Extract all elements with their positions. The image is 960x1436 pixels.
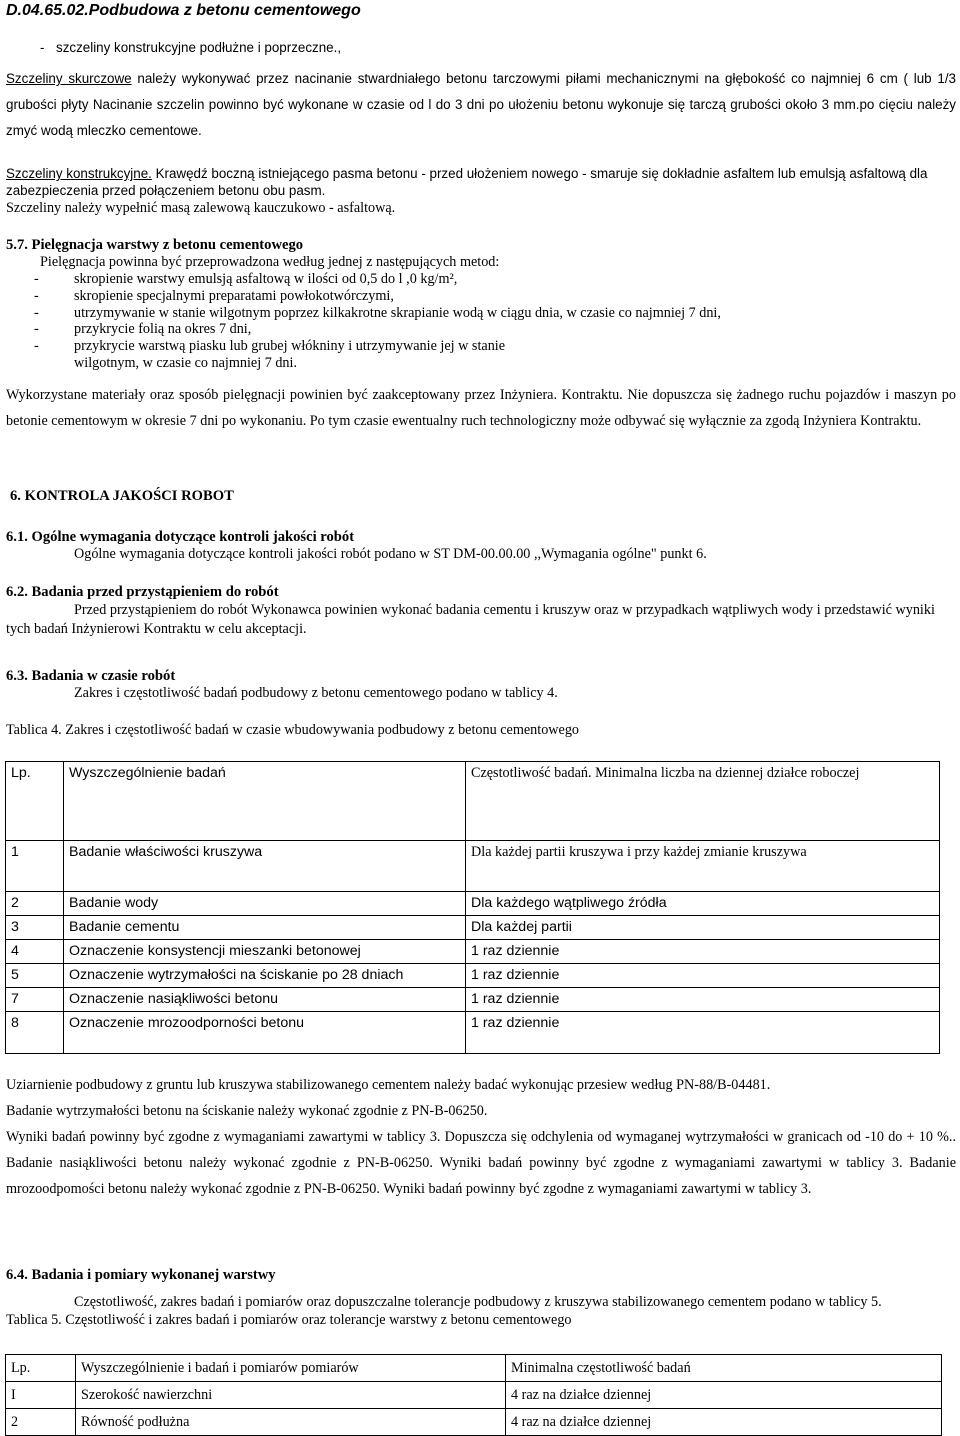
- table-cell: Równość podłużna: [76, 1409, 506, 1436]
- table-header-cell: Częstotliwość badań. Minimalna liczba na dziennej działce roboczej: [466, 762, 940, 841]
- section-6-1: [6, 528, 956, 563]
- table-row: [6, 1409, 942, 1436]
- table-cell: 1 raz dziennie: [466, 988, 940, 1012]
- table-header-cell: Wyszczególnienie badań: [64, 762, 466, 841]
- table-cell: 1: [6, 841, 64, 892]
- page-header: D.04.65.02.Podbudowa z betonu cementowego: [6, 2, 361, 19]
- joint-types-text: szczeliny konstrukcyjne podłużne i poprzeczne.,: [56, 40, 342, 55]
- table-4-header-row: [6, 762, 940, 841]
- table-cell: Szerokość nawierzchni: [76, 1382, 506, 1409]
- table-cell: 8: [6, 1012, 64, 1054]
- table-row: [6, 964, 940, 988]
- table-cell: 2: [6, 1409, 76, 1436]
- table-row: [6, 1382, 942, 1409]
- construction-joints-fill: Szczeliny należy wypełnić masą zalewową kauczukowo - asfaltową.: [6, 200, 396, 216]
- contraction-joints-term: Szczeliny skurczowe: [6, 71, 132, 86]
- table-cell: 5: [6, 964, 64, 988]
- after-table-4-paragraphs: [6, 1072, 956, 1202]
- table-cell: 4 raz na działce dziennej: [506, 1409, 942, 1436]
- table-row: [6, 988, 940, 1012]
- section-6-heading: 6. KONTROLA JAKOŚCI ROBOT: [10, 488, 234, 504]
- curing-method-item: - skropienie warstwy emulsją asfaltową w ilości od 0,5 do l ,0 kg/m²,: [6, 271, 956, 288]
- table-cell: Badanie właściwości kruszywa: [64, 841, 466, 892]
- section-5-7: [6, 236, 956, 372]
- table-header-cell: Lp.: [6, 1355, 76, 1382]
- table-header-cell: Wyszczególnienie i badań i pomiarów pomiarów: [76, 1355, 506, 1382]
- section-6-1-text: Ogólne wymagania dotyczące kontroli jakości robót podano w ST DM-00.00.00 ,,Wymagania ogólne" punkt 6.: [74, 546, 707, 562]
- section-6-3: [6, 667, 956, 739]
- table-4-caption: Tablica 4. Zakres i częstotliwość badań w czasie wbudowywania podbudowy z betonu cementowego: [6, 722, 580, 738]
- table-cell: 1 raz dziennie: [466, 940, 940, 964]
- curing-method-item: - skropienie specjalnymi preparatami powłokotwórczymi,: [6, 288, 956, 305]
- table-cell: Oznaczenie konsystencji mieszanki betonowej: [64, 940, 466, 964]
- table-cell: 2: [6, 892, 64, 916]
- table-cell: Dla każdej partii: [466, 916, 940, 940]
- curing-paragraph: [6, 382, 956, 434]
- table-5-header-row: [6, 1355, 942, 1382]
- table-cell: Oznaczenie nasiąkliwości betonu: [64, 988, 466, 1012]
- section-6-2-heading: 6.2. Badania przed przystąpieniem do robót: [6, 584, 279, 600]
- curing-method-item: - przykrycie folią na okres 7 dni,: [6, 321, 956, 338]
- table-cell: Badanie wody: [64, 892, 466, 916]
- table-cell: Oznaczenie mrozoodporności betonu: [64, 1012, 466, 1054]
- compressive-strength-text: Badanie wytrzymałości betonu na ściskanie należy wykonać zgodnie z PN-B-06250.: [6, 1103, 488, 1119]
- section-5-7-intro: Pielęgnacja powinna być przeprowadzona według jednej z następujących metod:: [40, 254, 500, 270]
- table-row: [6, 892, 940, 916]
- construction-joints-paragraph: [6, 165, 956, 217]
- section-6-4-text: Częstotliwość, zakres badań i pomiarów oraz dopuszczalne tolerancje podbudowy z kruszywa stabilizowanego cementem podano w tablicy 5.: [74, 1294, 882, 1310]
- joint-types-line: [6, 38, 956, 58]
- section-6-3-heading: 6.3. Badania w czasie robót: [6, 668, 176, 684]
- contraction-joints-tail: .po cięciu należy zmyć wodą mleczko cementowe.: [6, 97, 957, 138]
- table-header-cell: Minimalna częstotliwość badań: [506, 1355, 942, 1382]
- section-6-4: [6, 1266, 956, 1329]
- table-cell: Dla każdego wątpliwego źródła: [466, 892, 940, 916]
- contraction-joints-paragraph: [6, 66, 956, 144]
- results-requirements-text: Wyniki badań powinny być zgodne z wymaganiami zawartymi w tablicy 3. Dopuszcza się odchylenia od wymaganej wytrzymałości w granicach od -10 do + 10 %.. Badanie nasiąkliwości betonu należy wykonać zgodnie z PN-B-06250. Wyniki badań powinny być zgodne z wymaganiami zawartymi w tablicy 3. Badanie mrozoodpomości betonu należy wykonać zgodnie z PN-B-06250. Wyniki badań powinny być zgodne z wymaganiami zawartymi w tablicy 3.: [6, 1129, 956, 1197]
- table-row: [6, 940, 940, 964]
- table-cell: Oznaczenie wytrzymałości na ściskanie po 28 dniach: [64, 964, 466, 988]
- section-6-3-text: Zakres i częstotliwość badań podbudowy z betonu cementowego podano w tablicy 4.: [74, 685, 558, 701]
- dash-marker: -: [40, 40, 45, 55]
- table-cell: Badanie cementu: [64, 916, 466, 940]
- curing-method-item: - utrzymywanie w stanie wilgotnym poprzez kilkakrotne skrapianie wodą w ciągu dnia, w czasie co najmniej 7 dni,: [6, 305, 956, 322]
- section-5-7-heading: 5.7. Pielęgnacja warstwy z betonu cementowego: [6, 237, 304, 253]
- curing-methods-list: [6, 271, 956, 372]
- section-6-2-text: Przed przystąpieniem do robót Wykonawca powinien wykonać badania cementu i kruszyw oraz w przypadkach wątpliwych wody i przedstawić wyniki tych badań Inżynierowi Kontraktu w celu akceptacji.: [6, 602, 935, 637]
- table-row: [6, 1012, 940, 1054]
- table-row: [6, 841, 940, 892]
- table-cell: I: [6, 1382, 76, 1409]
- construction-joints-term: Szczeliny konstrukcyjne.: [6, 166, 152, 181]
- table-cell: Dla każdej partii kruszywa i przy każdej zmianie kruszywa: [466, 841, 940, 892]
- table-cell: 4 raz na działce dziennej: [506, 1382, 942, 1409]
- construction-joints-text: Krawędź boczną istniejącego pasma betonu - przed ułożeniem nowego - smaruje się dokładnie asfaltem lub emulsją asfaltową dla zabezpieczenia przed połączeniem betonu obu pasm.: [6, 166, 928, 198]
- section-6-4-heading: 6.4. Badania i pomiary wykonanej warstwy: [6, 1267, 276, 1283]
- table-cell: 1 raz dziennie: [466, 964, 940, 988]
- table-cell: 7: [6, 988, 64, 1012]
- table-header-cell: Lp.: [6, 762, 64, 841]
- section-6-2: [6, 583, 956, 639]
- table-5: [5, 1354, 942, 1436]
- curing-method-continuation: wilgotnym, w czasie co najmniej 7 dni.: [74, 354, 298, 371]
- section-6-1-heading: 6.1. Ogólne wymagania dotyczące kontroli jakości robót: [6, 529, 355, 545]
- contraction-joints-text: należy wykonywać przez nacinanie stwardniałego betonu tarczowymi piłami mechanicznymi na głębokość co najmniej 6 cm ( lub 1/3 grubości płyty Nacinanie szczelin powinno być wykonane w czasie od l do 3 dni po ułożeniu betonu wykonuje się tarczą grubości około 3 mm: [6, 71, 957, 112]
- section-6: [6, 487, 956, 505]
- table-cell: 4: [6, 940, 64, 964]
- table-5-caption: Tablica 5. Częstotliwość i zakres badań i pomiarów oraz tolerancje warstwy z betonu cementowego: [6, 1312, 572, 1328]
- table-4: [5, 761, 940, 1054]
- table-cell: 1 raz dziennie: [466, 1012, 940, 1054]
- curing-paragraph-text: Wykorzystane materiały oraz sposób pielęgnacji powinien być zaakceptowany przez Inżyniera. Kontraktu. Nie dopuszcza się żadnego ruchu pojazdów i maszyn po betonie cementowym w okresie 7 dni po wykonaniu. Po tym czasie ewentualny ruch technologiczny może odbywać się wyłącznie za zgodą Inżyniera Kontraktu.: [6, 387, 956, 429]
- curing-method-item: - przykrycie warstwą piasku lub grubej włókniny i utrzymywanie jej w stanie: [6, 338, 956, 355]
- table-row: [6, 916, 940, 940]
- sieve-analysis-text: Uziarnienie podbudowy z gruntu lub kruszywa stabilizowanego cementem należy badać wykonując przesiew według PN-88/B-04481.: [6, 1077, 771, 1093]
- table-cell: 3: [6, 916, 64, 940]
